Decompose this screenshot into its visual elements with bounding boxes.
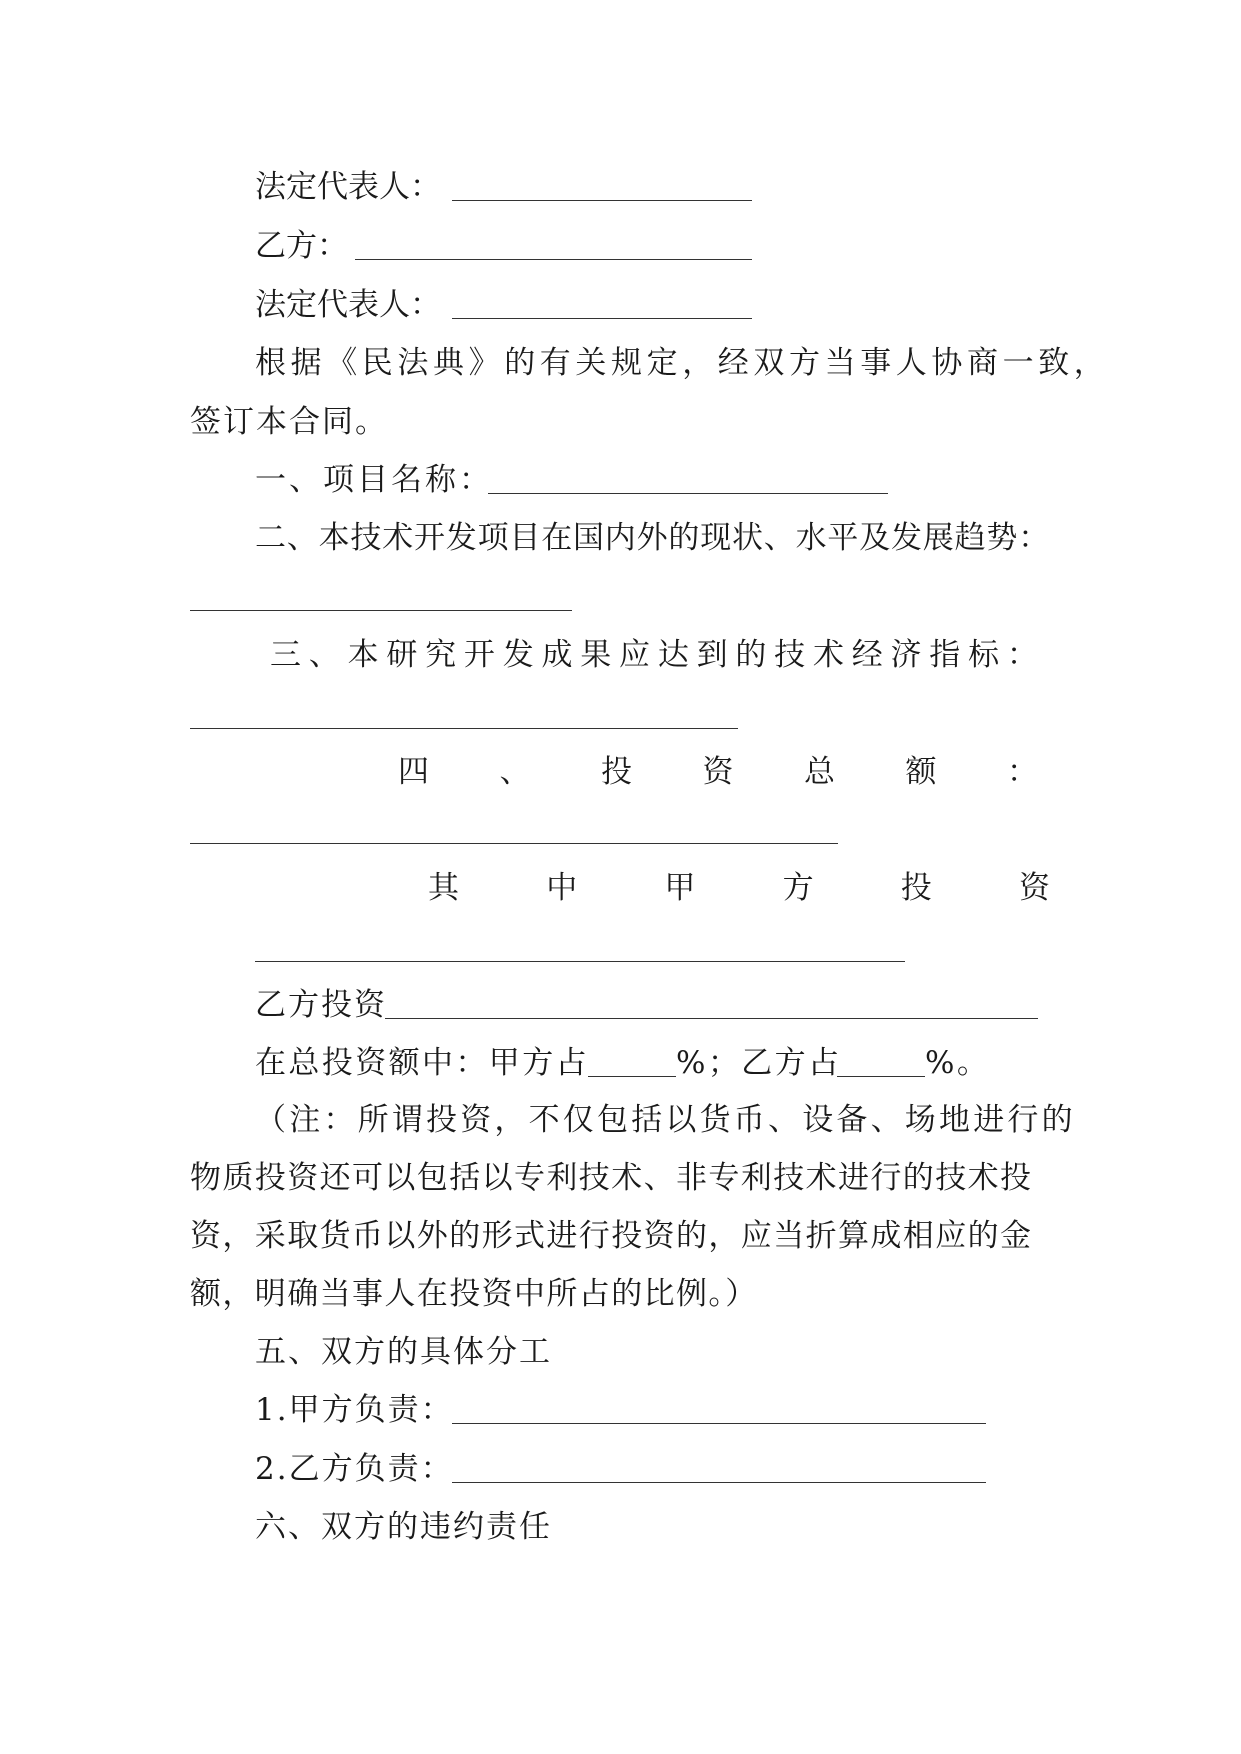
item5-1-blank[interactable] [452,1423,986,1424]
item4-label [398,752,1038,792]
item3-char: 指 [929,637,961,673]
legal-rep-b-label: 法定代表人： [255,287,441,323]
item3-char: 经 [851,637,883,673]
intro-line-1: 根据《民法典》的有关规定，经双方当事人协商一致， [255,345,1110,381]
item3-char: 究 [425,637,457,673]
item5-heading: 五、双方的具体分工 [255,1334,552,1370]
note-line-4: 额，明确当事人在投资中所占的比例。） [190,1276,758,1312]
item4-sub-char: 投 [900,870,932,906]
item4-sub-char: 资 [1018,870,1050,906]
item6-heading: 六、双方的违约责任 [255,1509,552,1545]
item4-char: ： [1007,754,1038,790]
item3-char: 标 [968,637,1000,673]
item1-label: 一、项目名称： [255,462,493,498]
item3-char: 三 [270,637,301,673]
item3-blank[interactable] [190,728,738,729]
item4-sub-char: 其 [428,870,459,906]
item4-char: 四 [398,754,429,790]
item3-char: 达 [657,637,689,673]
item4-char: 总 [804,754,835,790]
item4-sub-blank[interactable] [255,961,905,962]
item3-char: ： [1006,637,1038,673]
ratio-mid: %；乙方占 [676,1045,842,1081]
item4-char: 额 [905,754,937,790]
note-line-3: 资，采取货币以外的形式进行投资的，应当折算成相应的金 [190,1218,1033,1254]
item3-char: 发 [502,637,534,673]
item5-2-blank[interactable] [452,1482,986,1483]
party-b-percent-blank[interactable] [837,1076,925,1077]
item3-char: 应 [619,637,651,673]
legal-rep-a-label: 法定代表人： [255,169,441,205]
item4-blank[interactable] [190,843,838,844]
note-line-2: 物质投资还可以包括以专利技术、非专利技术进行的技术投 [190,1160,1033,1196]
item4-sub-char: 甲 [664,870,696,906]
item4-sub-char: 中 [546,870,578,906]
item3-char: 技 [774,637,806,673]
item4-sub-char: 方 [782,870,814,906]
item3-char: 到 [696,637,728,673]
party-a-percent-blank[interactable] [588,1076,676,1077]
item3-char: 的 [735,637,767,673]
item2-blank[interactable] [190,610,572,611]
item3-char: 果 [580,637,612,673]
ratio-suffix: %。 [925,1045,991,1081]
item4-char: 投 [601,754,632,790]
item5-1-label: 1.甲方负责： [255,1392,454,1428]
item3-char: 研 [386,637,418,673]
item1-blank[interactable] [488,493,888,494]
note-line-1: （注：所谓投资，不仅包括以货币、设备、场地进行的 [255,1102,1076,1138]
b-invest-label: 乙方投资 [255,987,387,1023]
item3-char: 济 [890,637,922,673]
item3-char: 、 [308,637,340,673]
intro-line-2: 签订本合同。 [190,404,388,440]
legal-rep-a-blank[interactable] [452,200,752,201]
item3-char: 本 [347,637,379,673]
item5-2-label: 2.乙方负责： [255,1451,454,1487]
item3-char: 术 [812,637,844,673]
item3-label [270,635,1038,675]
item3-char: 成 [541,637,573,673]
item2-label: 二、本技术开发项目在国内外的现状、水平及发展趋势： [255,520,1050,556]
legal-rep-b-blank[interactable] [452,318,752,319]
item4-char: 资 [702,754,734,790]
b-invest-blank[interactable] [385,1018,1038,1019]
party-b-blank[interactable] [355,259,752,260]
item4-char: 、 [499,754,531,790]
ratio-prefix: 在总投资额中：甲方占 [255,1045,589,1081]
item3-char: 开 [463,637,495,673]
item4-sub-label [428,868,1050,908]
party-b-label: 乙方： [255,228,348,264]
